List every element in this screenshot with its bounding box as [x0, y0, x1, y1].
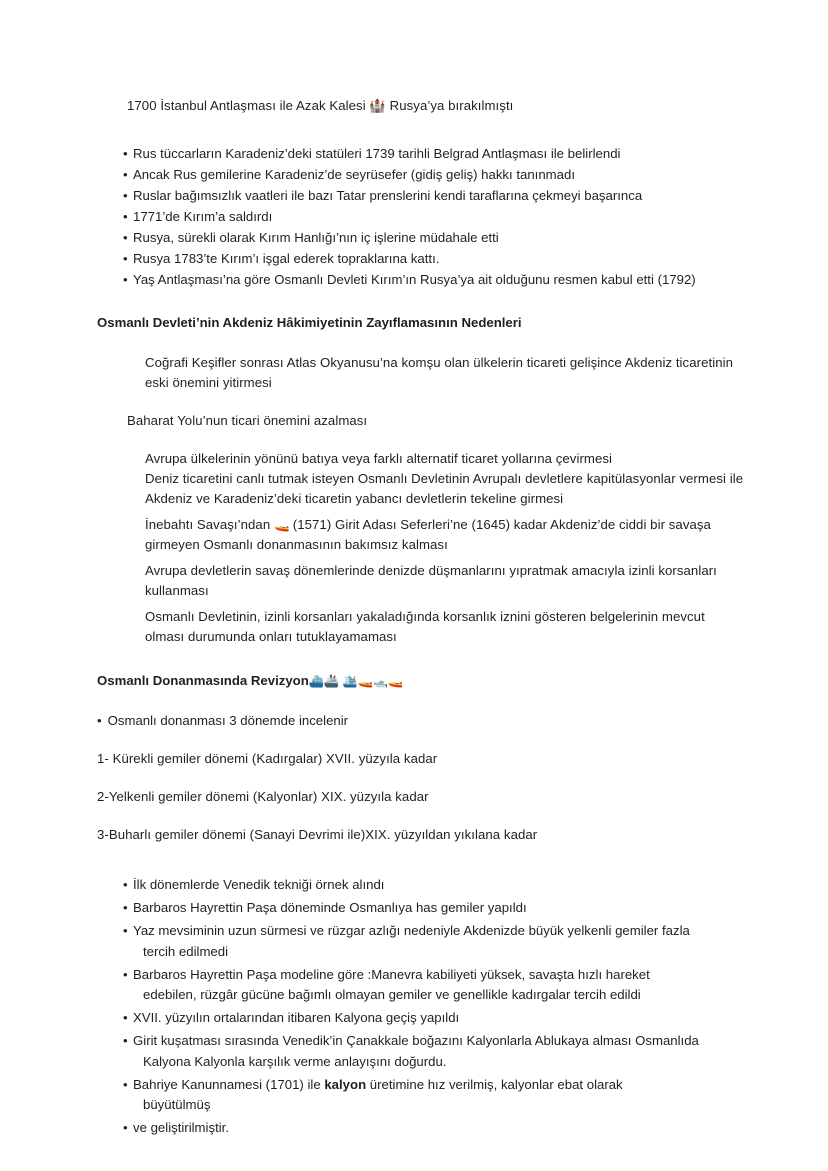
list-item-text: Barbaros Hayrettin Paşa modeline göre :Manevra kabiliyeti yüksek, savaşta hızlı hareket: [133, 966, 650, 982]
period-paragraph-1: 1- Kürekli gemiler dönemi (Kadırgalar) XVII. yüzyıla kadar: [97, 751, 438, 766]
list-item: [97, 1118, 745, 1139]
section-heading-mediterranean: Osmanlı Devleti’nin Akdeniz Hâkimiyetinin Zayıflamasının Nedenleri: [97, 315, 522, 330]
spacer: [97, 769, 745, 787]
list-item: [97, 965, 745, 1006]
list-item: • Rusya, sürekli olarak Kırım Hanlığı’nın iç işlerine müdahale etti: [97, 228, 745, 249]
list-item-bahriye: [97, 1075, 745, 1116]
list-item: [97, 1008, 745, 1029]
list-item-continuation: tercih edilmedi: [143, 943, 229, 959]
revision-intro-bullet: • Osmanlı donanması 3 dönemde incelenir: [97, 711, 745, 731]
russia-bullet-list: [97, 144, 745, 291]
document-content: [97, 96, 745, 1141]
list-item: [97, 898, 745, 919]
spacer: [97, 845, 745, 861]
reason-paragraph-6: Avrupa devletlerin savaş dönemlerinde denizde düşmanlarını yıpratmak amacıyla izinli korsanları kullanması: [145, 563, 717, 598]
list-item-text: İlk dönemlerde Venedik tekniği örnek alındı: [133, 877, 385, 892]
naval-facts-bullet-list: [97, 875, 745, 1139]
section-heading-revision: [97, 671, 745, 691]
list-item: [97, 1031, 745, 1072]
reason-paragraph-2: Baharat Yolu’nun ticari önemini azalması: [127, 413, 368, 428]
list-item-text: XVII. yüzyılın ortalarından itibaren Kalyona geçiş yapıldı: [133, 1010, 460, 1025]
spacer: [97, 431, 745, 449]
spacer: [97, 807, 745, 825]
list-item: • 1771’de Kırım’a saldırdı: [97, 207, 745, 228]
period-paragraph-3: 3-Buharlı gemiler dönemi (Sanayi Devrimi ile)XIX. yüzyıldan yıkılana kadar: [97, 827, 538, 842]
bahriye-bold-word: kalyon: [324, 1076, 367, 1092]
reason-paragraph-4: Deniz ticaretini canlı tutmak isteyen Osmanlı Devletinin Avrupalı devletlere kapitülasyonlar vermesi ile Akdeniz ve Karadeniz’deki ticaretin yabancı devletlerin tekeline girmesi: [145, 471, 744, 506]
bahriye-text-after: üretimine hız verilmiş, kalyonlar ebat olarak: [366, 1076, 623, 1092]
reason-5-text-after: (1571) Girit Adası Seferleri’ne (1645) kadar Akdeniz’de ciddi bir savaşa girmeyen Osmanlı donanmasının bakımsız kalması: [145, 517, 711, 552]
bahriye-text-before: Bahriye Kanunnamesi (1701) ile: [133, 1076, 325, 1092]
reason-paragraph-5: [145, 515, 745, 555]
reason-paragraph-1: Coğrafi Keşifler sonrası Atlas Okyanusu’na komşu olan ülkelerin ticareti gelişince Akdeniz ticaretinin eski önemini yitirmesi: [145, 355, 733, 390]
spacer: [97, 393, 745, 411]
list-item: [97, 875, 745, 896]
list-item: • Rusya 1783’te Kırım’ı işgal ederek topraklarına kattı.: [97, 249, 745, 270]
spacer: [97, 291, 745, 313]
ship-emoji-row: ⛴️🚢 🛳️🚤🛥️🚤: [308, 673, 403, 688]
spacer: [97, 116, 745, 130]
reason-5-text-before: İnebahtı Savaşı’ndan: [145, 517, 274, 532]
speedboat-emoji: 🚤: [273, 517, 290, 532]
section-heading-revision-label: Osmanlı Donanmasında Revizyon: [97, 673, 309, 688]
list-item-text: Barbaros Hayrettin Paşa döneminde Osmanlıya has gemiler yapıldı: [133, 900, 527, 915]
list-item: • Rus tüccarların Karadeniz’deki statüleri 1739 tarihli Belgrad Antlaşması ile belirlendi: [97, 144, 745, 165]
reason-paragraph-3: Avrupa ülkelerinin yönünü batıya veya farklı alternatif ticaret yollarına çevirmesi: [145, 451, 613, 466]
spacer: [97, 691, 745, 711]
list-item-continuation: büyütülmüş: [143, 1097, 211, 1112]
spacer: [97, 333, 745, 353]
list-item-text: ve geliştirilmiştir.: [133, 1120, 229, 1135]
spacer: [97, 647, 745, 671]
list-item: • Yaş Antlaşması’na göre Osmanlı Devleti Kırım’ın Rusya’ya ait olduğunu resmen kabul etti (1792): [97, 270, 745, 291]
period-paragraph-2: 2-Yelkenli gemiler dönemi (Kalyonlar) XIX. yüzyıla kadar: [97, 789, 429, 804]
list-item-continuation: edebilen, rüzgâr gücüne bağımlı olmayan gemiler ve genellikle kadırgalar tercih edildi: [143, 987, 641, 1002]
list-item: [97, 921, 745, 962]
reason-paragraph-7: Osmanlı Devletinin, izinli korsanları yakaladığında korsanlık iznini gösteren belgelerinin mevcut olması durumunda onları tutuklayamaması: [145, 609, 705, 644]
list-item: • Ruslar bağımsızlık vaatleri ile bazı Tatar prenslerini kendi taraflarına çekmeyi başarınca: [97, 186, 745, 207]
list-item-text: Yaz mevsiminin uzun sürmesi ve rüzgar azlığı nedeniyle Akdenizde büyük yelkenli gemiler fazla: [133, 923, 690, 938]
list-item-continuation: Kalyona Kalyonla karşılık verme anlayışını doğurdu.: [143, 1053, 447, 1069]
spacer: [97, 731, 745, 749]
intro-paragraph: 1700 İstanbul Antlaşması ile Azak Kalesi 🏰 Rusya’ya bırakılmıştı: [127, 98, 514, 113]
list-item: • Ancak Rus gemilerine Karadeniz’de seyrüsefer (gidiş geliş) hakkı tanınmadı: [97, 165, 745, 186]
list-item-text: Girit kuşatması sırasında Venedik’in Çanakkale boğazını Kalyonlarla Ablukaya alması Osmanlıda: [133, 1033, 699, 1048]
